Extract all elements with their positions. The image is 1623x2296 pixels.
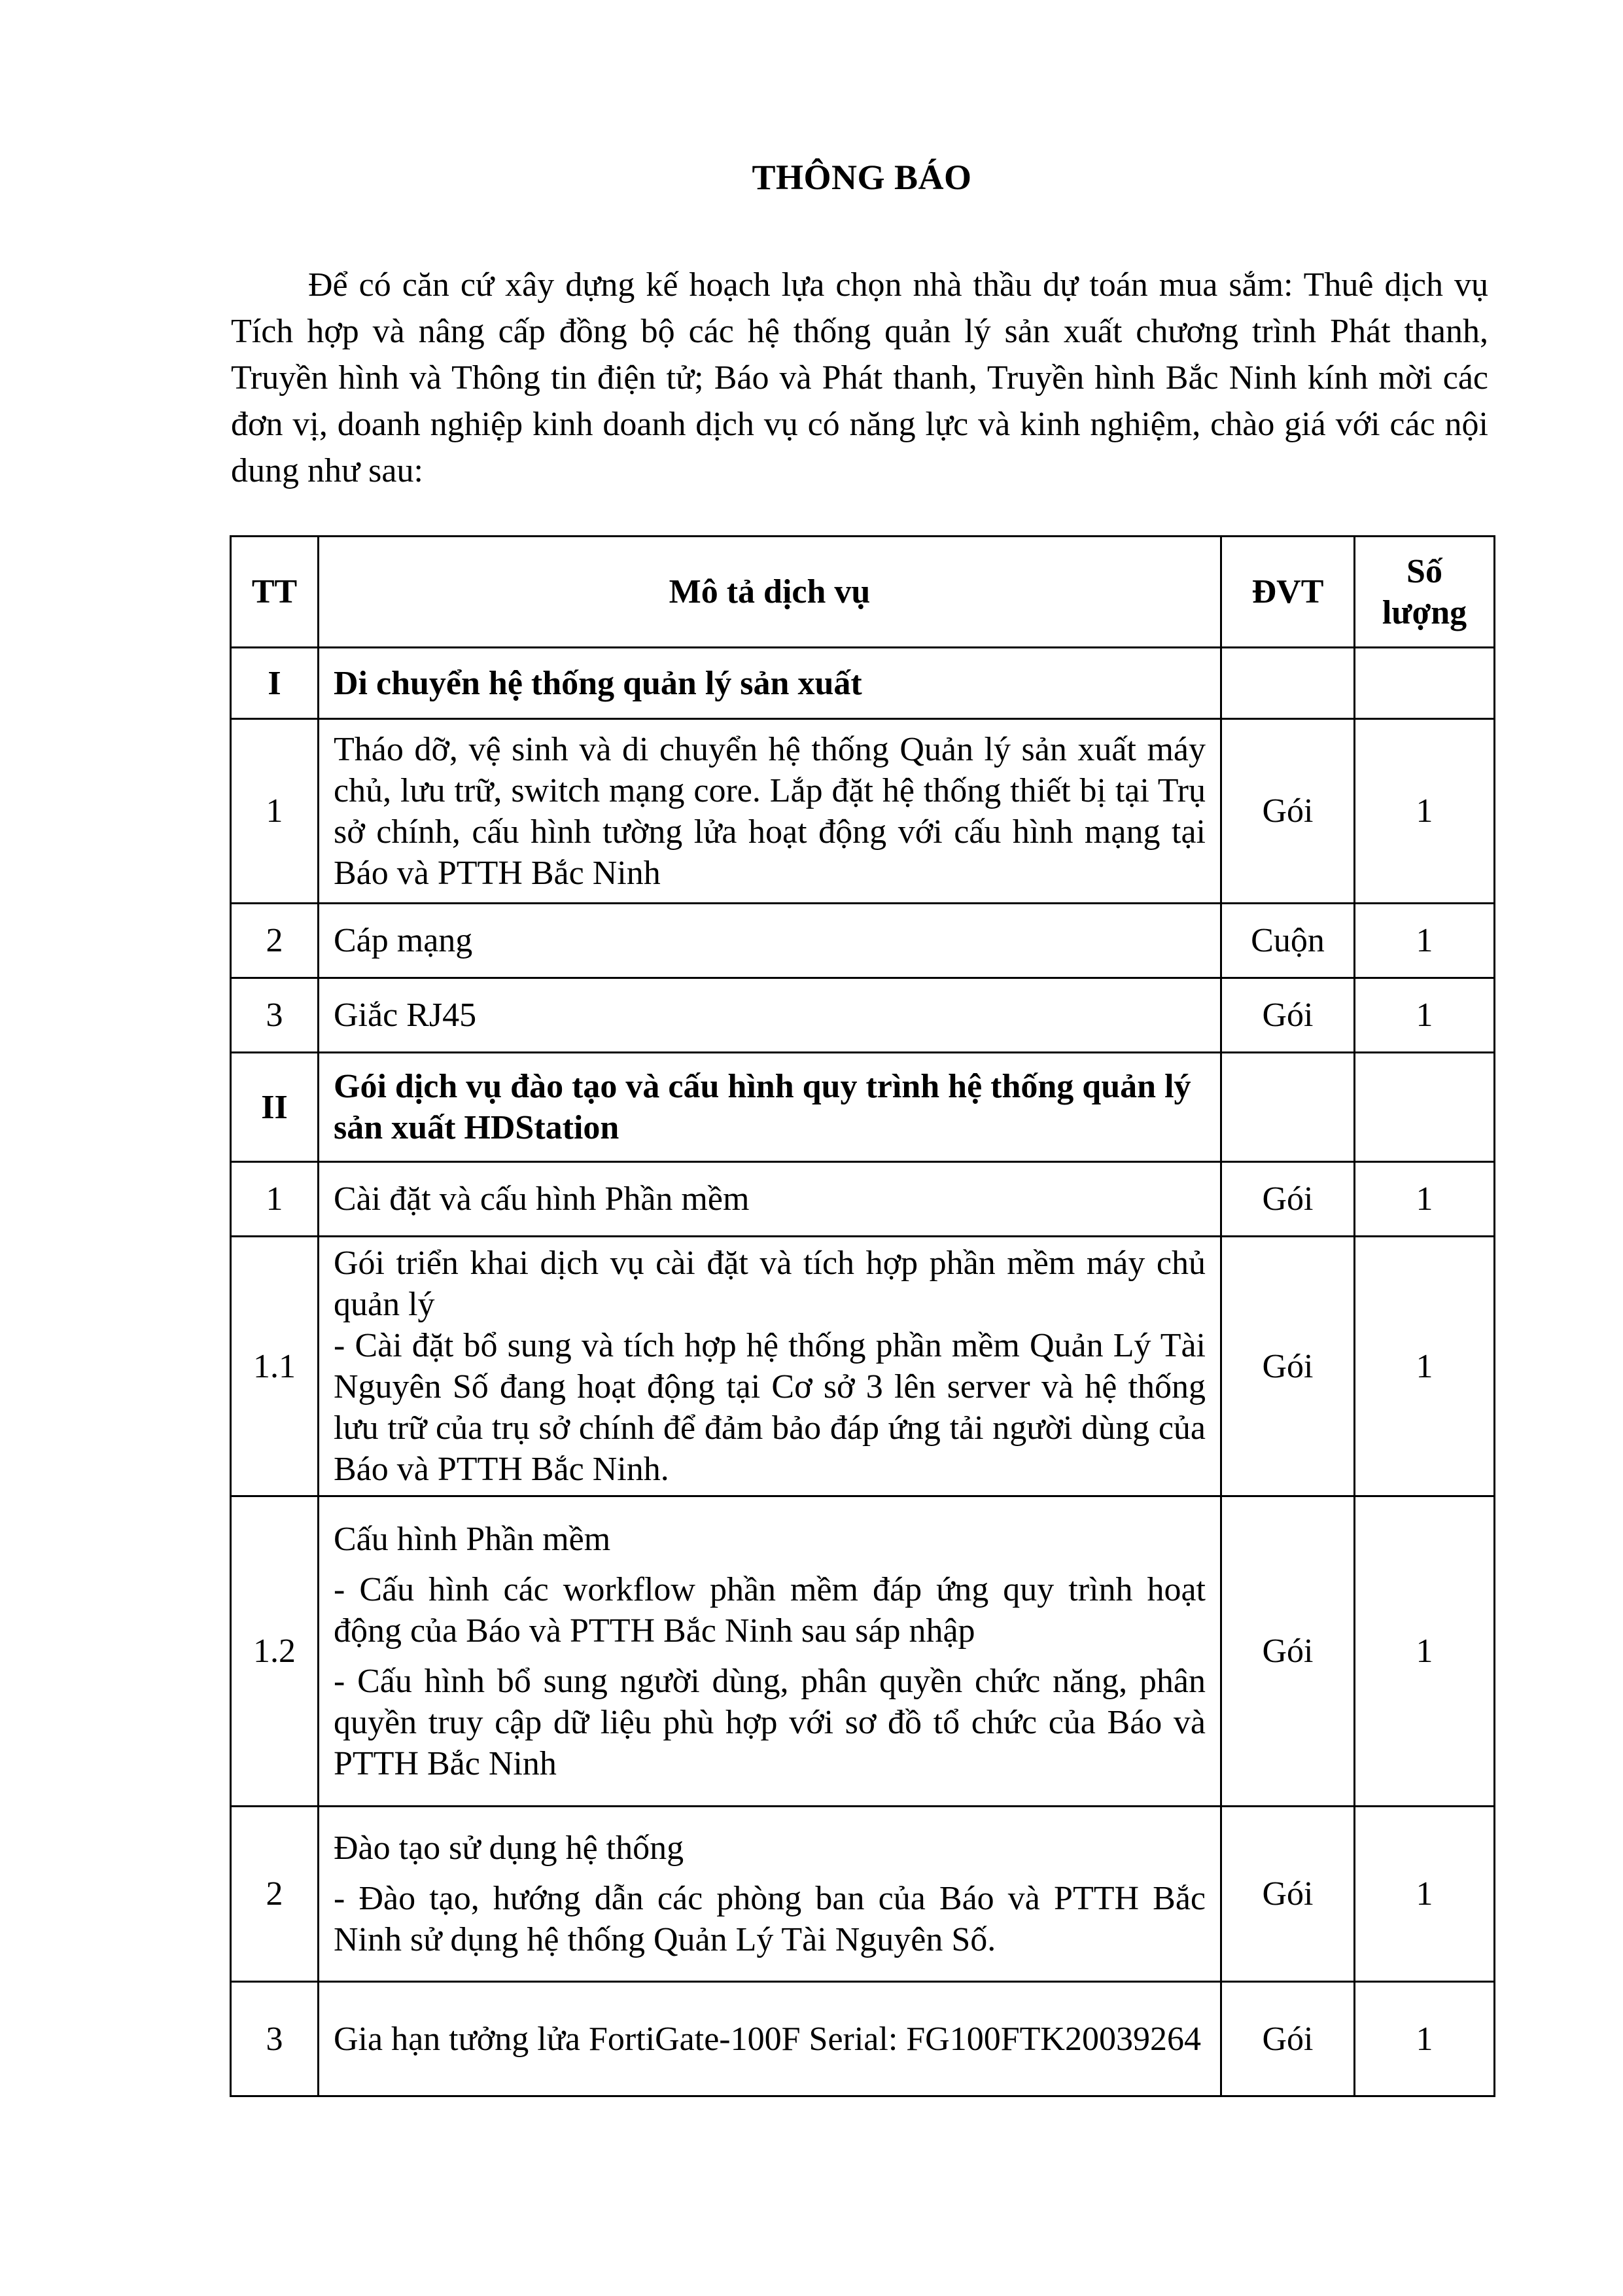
table-row [231, 904, 1495, 978]
row-quantity: 1 [1355, 1982, 1495, 2096]
row-description [319, 1807, 1221, 1982]
document-title: THÔNG BÁO [752, 158, 972, 197]
row-tt: 1 [231, 1162, 319, 1237]
row-unit: Gói [1221, 719, 1355, 904]
row-tt: 2 [231, 904, 319, 978]
row-description [319, 1237, 1221, 1496]
row-tt: 1.2 [231, 1496, 319, 1807]
section-2-quantity [1355, 1053, 1495, 1162]
row-quantity: 1 [1355, 1807, 1495, 1982]
row-unit: Gói [1221, 1162, 1355, 1237]
row-quantity: 1 [1355, 1237, 1495, 1496]
row-description-line: Cấu hình Phần mềm [334, 1520, 611, 1558]
row-unit: Gói [1221, 1237, 1355, 1496]
section-row-2 [231, 1053, 1495, 1162]
table-row [231, 1807, 1495, 1982]
section-1-tt: I [231, 648, 319, 719]
row-tt: 3 [231, 1982, 319, 2096]
row-quantity: 1 [1355, 978, 1495, 1053]
row-description-line: - Đào tạo, hướng dẫn các phòng ban của Báo và PTTH Bắc Ninh sử dụng hệ thống Quản Lý Tài Nguyên Số. [334, 1880, 1206, 1958]
row-description-line: - Cấu hình các workflow phần mềm đáp ứng quy trình hoạt động của Báo và PTTH Bắc Ninh sau sáp nhập [334, 1570, 1206, 1650]
row-description: Giắc RJ45 [319, 978, 1221, 1053]
row-description-line: Gói triển khai dịch vụ cài đặt và tích hợp phần mềm máy chủ quản lý [334, 1245, 1206, 1323]
row-tt: 3 [231, 978, 319, 1053]
header-description: Mô tả dịch vụ [319, 537, 1221, 648]
row-description: Gia hạn tưởng lửa FortiGate-100F Serial: FG100FTK20039264 [319, 1982, 1221, 2096]
section-2-title: Gói dịch vụ đào tạo và cấu hình quy trình hệ thống quản lý sản xuất HDStation [319, 1053, 1221, 1162]
header-tt: TT [231, 537, 319, 648]
header-quantity: Số lượng [1355, 537, 1495, 648]
header-unit: ĐVT [1221, 537, 1355, 648]
row-description-line: - Cấu hình bổ sung người dùng, phân quyền chức năng, phân quyền truy cập dữ liệu phù hợp với sơ đồ tổ chức của Báo và PTTH Bắc Ninh [334, 1662, 1206, 1782]
section-2-tt: II [231, 1053, 319, 1162]
row-tt: 2 [231, 1807, 319, 1982]
services-table [230, 535, 1495, 2097]
row-quantity: 1 [1355, 1496, 1495, 1807]
row-unit: Cuộn [1221, 904, 1355, 978]
section-row-1 [231, 648, 1495, 719]
row-quantity: 1 [1355, 719, 1495, 904]
row-description: Cài đặt và cấu hình Phần mềm [319, 1162, 1221, 1237]
row-quantity: 1 [1355, 1162, 1495, 1237]
table-row [231, 1237, 1495, 1496]
table-header-row [231, 537, 1495, 648]
table-row [231, 719, 1495, 904]
row-tt: 1 [231, 719, 319, 904]
row-description: Tháo dỡ, vệ sinh và di chuyển hệ thống Quản lý sản xuất máy chủ, lưu trữ, switch mạng core. Lắp đặt hệ thống thiết bị tại Trụ sở chính, cấu hình tường lửa hoạt động với cấu hình mạng tại Báo và PTTH Bắc Ninh [319, 719, 1221, 904]
row-description-line: - Cài đặt bổ sung và tích hợp hệ thống phần mềm Quản Lý Tài Nguyên Số đang hoạt động tại Cơ sở 3 lên server và hệ thống lưu trữ của trụ sở chính để đảm bảo đáp ứng tải người dùng của Báo và PTTH Bắc Ninh. [334, 1327, 1206, 1488]
section-1-unit [1221, 648, 1355, 719]
section-1-quantity [1355, 648, 1495, 719]
row-quantity: 1 [1355, 904, 1495, 978]
section-2-unit [1221, 1053, 1355, 1162]
row-description: Cáp mạng [319, 904, 1221, 978]
table-row [231, 1162, 1495, 1237]
row-unit: Gói [1221, 1496, 1355, 1807]
table-row [231, 1982, 1495, 2096]
row-description-line: Đào tạo sử dụng hệ thống [334, 1829, 684, 1867]
section-1-title: Di chuyển hệ thống quản lý sản xuất [319, 648, 1221, 719]
row-unit: Gói [1221, 1982, 1355, 2096]
row-unit: Gói [1221, 1807, 1355, 1982]
table-row [231, 1496, 1495, 1807]
intro-paragraph: Để có căn cứ xây dựng kế hoạch lựa chọn nhà thầu dự toán mua sắm: Thuê dịch vụ Tích hợp và nâng cấp đồng bộ các hệ thống quản lý sản xuất chương trình Phát thanh, Truyền hình và Thông tin điện tử; Báo và Phát thanh, Truyền hình Bắc Ninh kính mời các đơn vị, doanh nghiệp kinh doanh dịch vụ có năng lực và kinh nghiệm, chào giá với các nội dung như sau: [231, 266, 1488, 489]
row-description [319, 1496, 1221, 1807]
row-tt: 1.1 [231, 1237, 319, 1496]
row-unit: Gói [1221, 978, 1355, 1053]
table-row [231, 978, 1495, 1053]
